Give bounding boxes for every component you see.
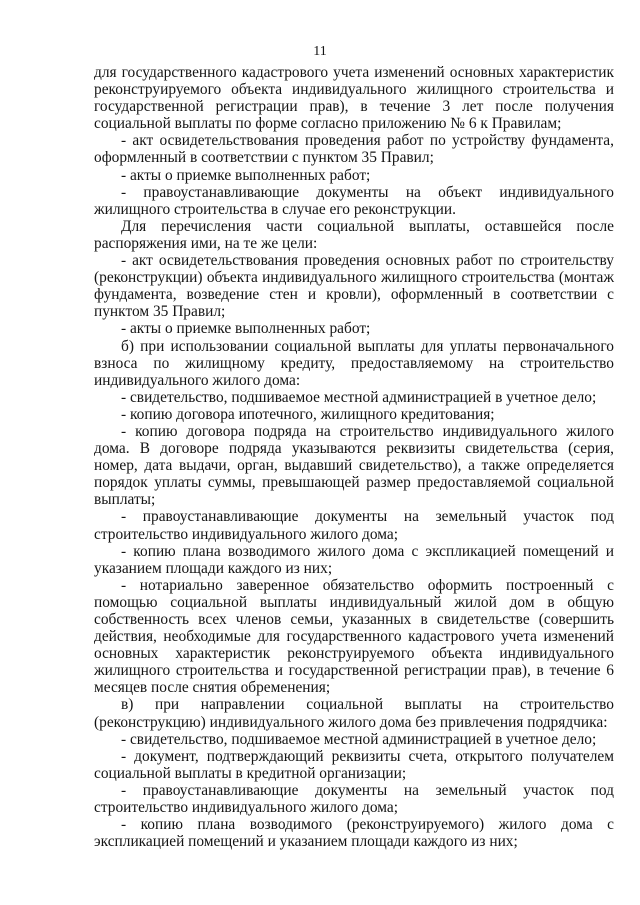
paragraph-16: - свидетельство, подшиваемое местной администрацией в учетное дело;	[121, 730, 597, 748]
paragraph-8: б) при использовании социальной выплаты для уплаты первоначального взноса по жилищному кредиту, предоставляемому на строительство индивидуального жилого дома:	[94, 337, 614, 389]
paragraph-4: - правоустанавливающие документы на объект индивидуального жилищного строительства в случае его реконструкции.	[94, 183, 614, 218]
paragraph-12: - правоустанавливающие документы на земельный участок под строительство индивидуального жилого дома;	[94, 508, 614, 543]
paragraph-13: - копию плана возводимого жилого дома с экспликацией помещений и указанием площади каждого из них;	[94, 542, 614, 577]
paragraph-5: Для перечисления части социальной выплаты, оставшейся после распоряжения ими, на те же цели:	[94, 217, 614, 252]
paragraph-15: в) при направлении социальной выплаты на строительство (реконструкцию) индивидуального жилого дома без привлечения подрядчика:	[94, 696, 614, 731]
paragraph-19: - копию плана возводимого (реконструируемого) жилого дома с экспликацией помещений и указанием площади каждого из них;	[94, 816, 614, 851]
paragraph-18: - правоустанавливающие документы на земельный участок под строительство индивидуального жилого дома;	[94, 781, 614, 817]
paragraph-6: - акт освидетельствования проведения основных работ по строительству (реконструкции) объекта индивидуального жилищного строительства (монтаж фундамента, возведение стен и кровли), оформленный в соответствии с пунктом 35 Правил;	[94, 252, 614, 321]
document-body	[94, 64, 614, 850]
paragraph-17: - документ, подтверждающий реквизиты счета, открытого получателем социальной выплаты в кредитной организации;	[94, 747, 614, 782]
paragraph-10: - копию договора ипотечного, жилищного кредитования;	[121, 405, 495, 423]
paragraph-9: - свидетельство, подшиваемое местной администрацией в учетное дело;	[121, 388, 597, 406]
paragraph-1: для государственного кадастрового учета изменений основных характеристик реконструируемого объекта индивидуального жилищного строительства и государственной регистрации прав), в течение 3 лет после получения социальной выплаты по форме согласно приложению № 6 к Правилам;	[94, 64, 614, 133]
page-number: 11	[313, 44, 327, 59]
paragraph-3: - акты о приемке выполненных работ;	[121, 166, 371, 184]
paragraph-14: - нотариально заверенное обязательство оформить построенный с помощью социальной выплаты индивидуальный жилой дом в общую собственность всех членов семьи, указанных в свидетельстве (совершить действия, необходимые для государственного кадастрового учета изменений основных характеристик реконструируемого объекта индивидуального жилищного строительства и государственной регистрации прав), в течение 6 месяцев после снятия обременения;	[94, 576, 614, 697]
paragraph-7: - акты о приемке выполненных работ;	[121, 320, 371, 338]
paragraph-2: - акт освидетельствования проведения работ по устройству фундамента, оформленный в соответствии с пунктом 35 Правил;	[94, 132, 614, 167]
paragraph-11: - копию договора подряда на строительство индивидуального жилого дома. В договоре подряда указываются реквизиты свидетельства (серия, номер, дата выдачи, орган, выдавший свидетельство), а также определяется порядок уплаты суммы, превышающей размер предоставляемой социальной выплаты;	[94, 422, 614, 509]
